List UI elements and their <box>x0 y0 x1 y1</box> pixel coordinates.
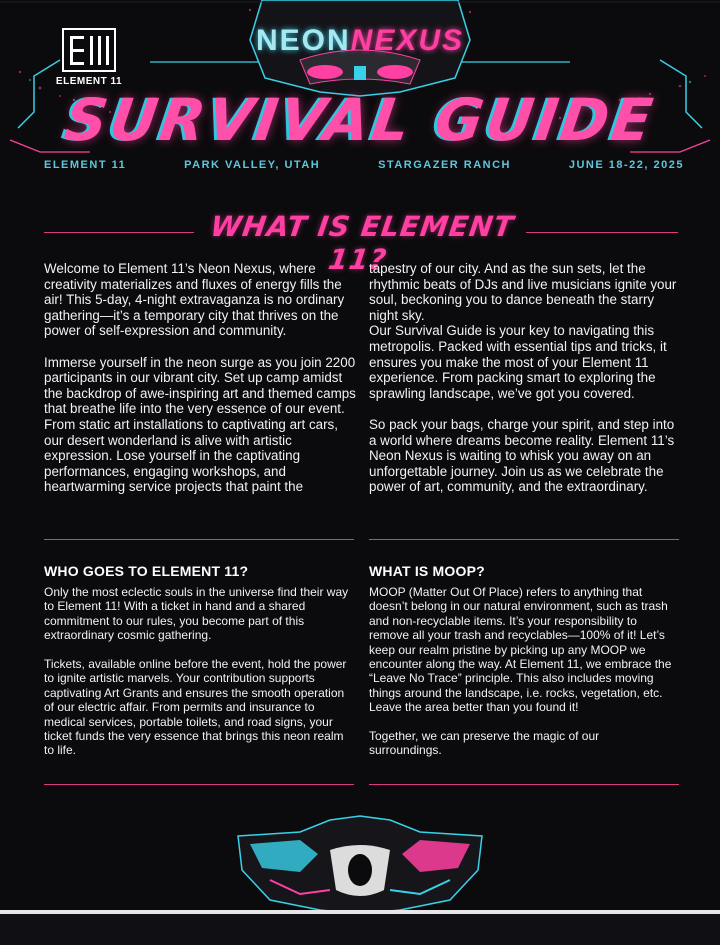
brand-nexus: NEXUS <box>350 24 465 57</box>
intro-column-right <box>369 261 681 495</box>
section-title-what-is-element11: WHAT IS ELEMENT 11? <box>208 210 517 276</box>
paragraph-gap <box>44 339 360 355</box>
divider-right <box>526 232 678 233</box>
intro-paragraph: Immerse yourself in the neon surge as you join 2200 participants in our vibrant city. Set up camp amidst the backdrop of awe-inspiring art and themed camps that breathe life into the very essence of our event. <box>44 354 356 417</box>
brand-wordmark <box>0 24 720 58</box>
intro-paragraph: Welcome to Element 11’s Neon Nexus, where creativity materializes and fluxes of energy fills the air! This 5-day, 4-night extravaganza is no ordinary gathering—it’s a temporary city that thrives on the power of self-expression and community. <box>44 261 345 339</box>
page-title: SURVIVAL GUIDE <box>60 86 660 154</box>
divider-left <box>44 784 354 785</box>
paragraph-gap <box>44 643 356 657</box>
moop-paragraph: MOOP (Matter Out Of Place) refers to anything that doesn’t belong in our natural environment, such as trash and non-recyclable items. It’s your responsibility to remove all your trash and recyclables—100% of it! Let’s keep our realm pristine by picking up any MOOP we encounter along the way. At Element 11, we embrace the “Leave No Trace” principle. This also includes moving things around the landscape, i.e. rocks, vegetation, etc. Leave the area better than you found it! <box>369 585 672 715</box>
moop-text <box>369 585 675 758</box>
footer-artwork <box>0 810 720 945</box>
intro-column-left <box>44 261 360 495</box>
info-venue: STARGAZER RANCH <box>378 159 511 171</box>
paragraph-gap <box>369 401 681 417</box>
intro-paragraph: Our Survival Guide is your key to navigating this metropolis. Packed with essential tips and tricks, it ensures you make the most of your Element 11 experience. From packing smart to exploring the sprawling landscape, we’ve got you covered. <box>369 323 667 401</box>
paragraph-gap <box>369 715 675 729</box>
who-paragraph: Tickets, available online before the event, hold the power to ignite artistic marvels. Your contribution supports captivating Art Grants and ensures the smooth operation of our electric affair. From permits and insurance to medical services, portable toilets, and road signs, your ticket funds the very essence that brings this neon realm to life. <box>44 657 347 758</box>
brand-neon: NEON <box>255 24 351 57</box>
divider-left <box>44 232 194 233</box>
moop-paragraph: Together, we can preserve the magic of our surroundings. <box>369 729 600 758</box>
heading-who-goes: WHO GOES TO ELEMENT 11? <box>44 563 249 579</box>
intro-paragraph: tapestry of our city. And as the sun sets, let the rhythmic beats of DJs and live musicians ignite your soul, beckoning you to dance beneath the starry night sky. <box>369 261 677 323</box>
intro-paragraph: From static art installations to captivating art cars, our desert wonderland is alive with artistic expression. Lose yourself in the captivating performances, engaging workshops, and heartwarming service projects that paint the <box>44 416 338 495</box>
info-location: PARK VALLEY, UTAH <box>184 159 321 171</box>
logo-text: ELEMENT 11 <box>55 76 123 87</box>
who-paragraph: Only the most eclectic souls in the universe find their way to Element 11! With a ticket in hand and a shared commitment to our rules, you become part of this extraordinary cosmic gathering. <box>44 585 349 643</box>
info-dates: JUNE 18-22, 2025 <box>568 159 684 171</box>
divider-right <box>369 784 679 785</box>
intro-paragraph: So pack your bags, charge your spirit, and step into a world where dreams become reality. Element 11’s Neon Nexus is waiting to whisk you away on an unforgettable journey. Join us as we celebrate the power of art, community, and the extraordinary. <box>369 416 675 495</box>
event-info-row <box>44 159 684 171</box>
who-goes-text <box>44 585 356 758</box>
divider-right <box>369 539 679 540</box>
divider-left <box>44 539 354 540</box>
heading-what-is-moop: WHAT IS MOOP? <box>369 563 485 579</box>
info-event-name: ELEMENT 11 <box>44 159 127 171</box>
header <box>0 0 720 190</box>
